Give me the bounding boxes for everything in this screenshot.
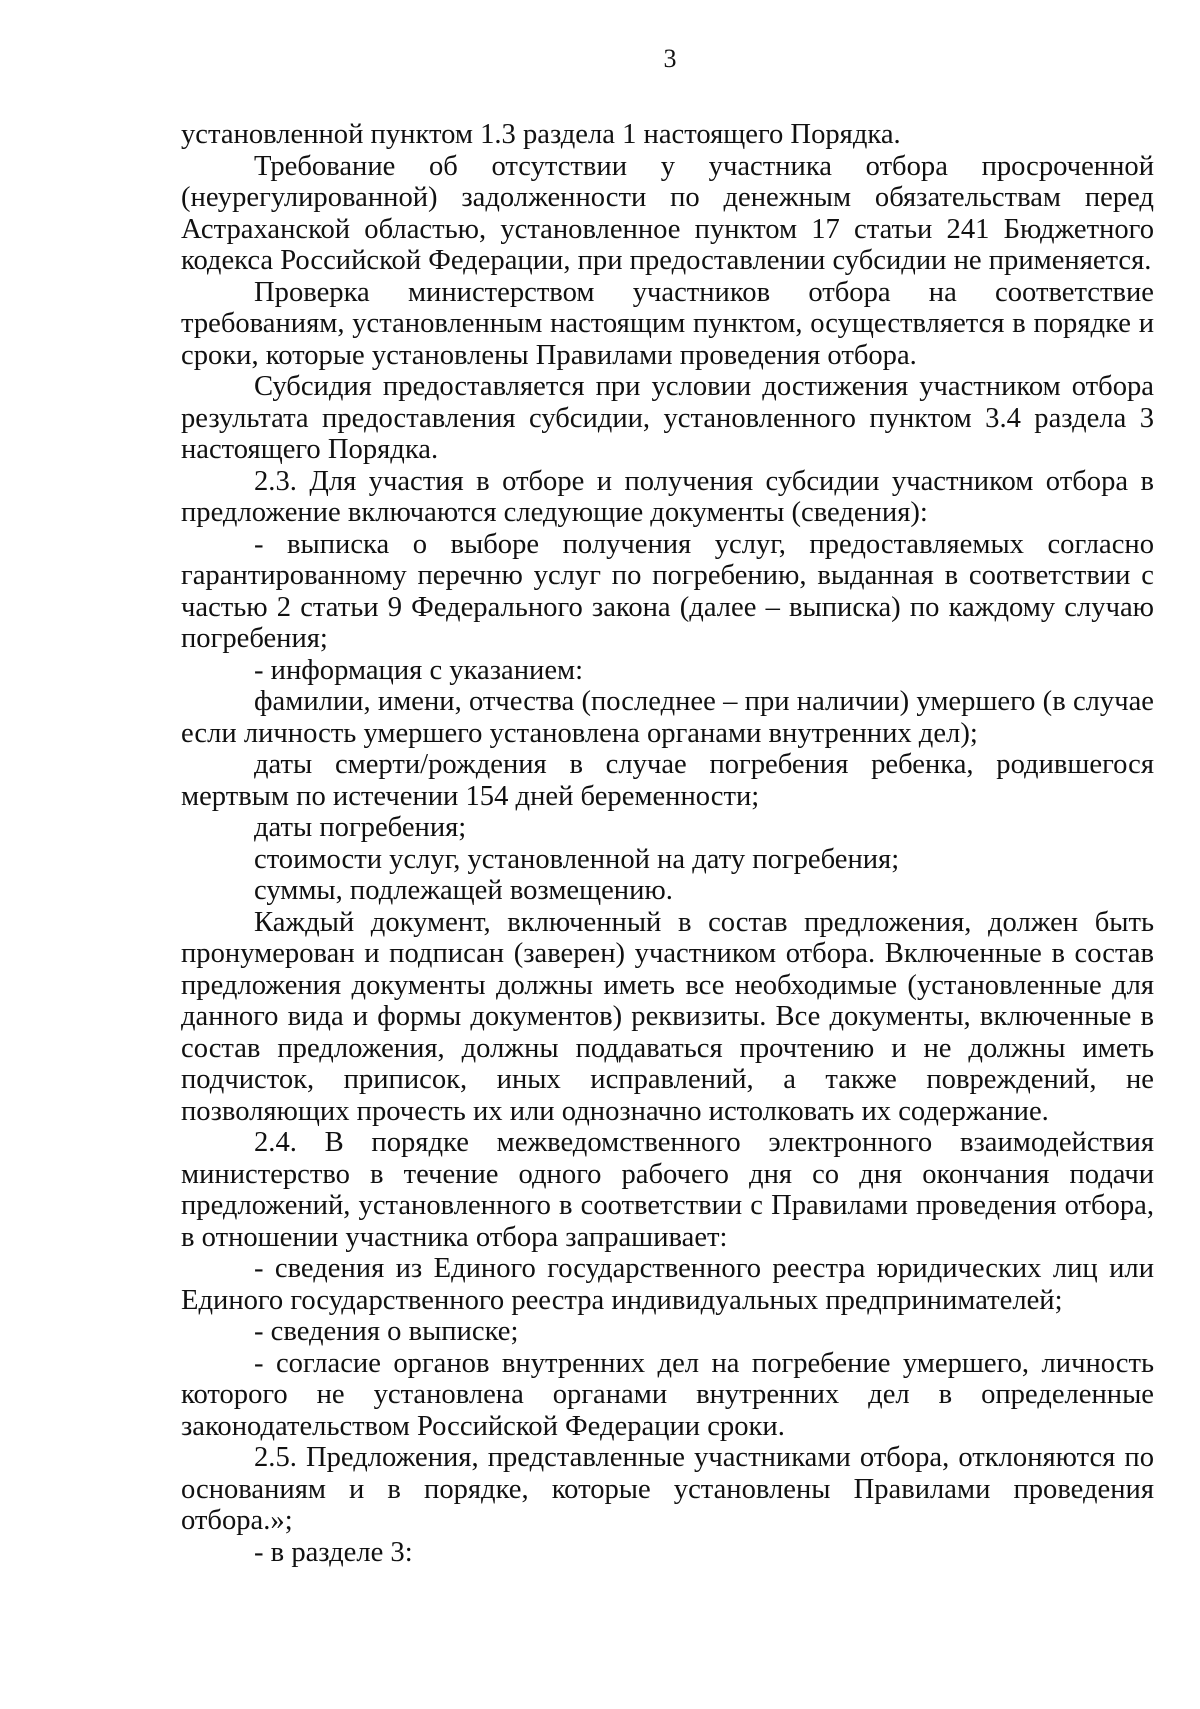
list-item-full-name: фамилии, имени, отчества (последнее – при наличии) умершего (в случае если личность умершего установлена органами внутренних дел); <box>181 686 1154 749</box>
paragraph-2-3: 2.3. Для участия в отборе и получения субсидии участником отбора в предложение включаются следующие документы (сведения): <box>181 465 1154 528</box>
paragraph-2-4: 2.4. В порядке межведомственного электронного взаимодействия министерство в течение одного рабочего дня со дня окончания подачи предложений, установленного в соответствии с Правилами проведения отбора, в отношении участника отбора запрашивает: <box>181 1127 1154 1253</box>
document-body <box>181 119 1154 1568</box>
list-item-reimbursement-amount: суммы, подлежащей возмещению. <box>254 875 673 906</box>
paragraph-continuation: установленной пунктом 1.3 раздела 1 настоящего Порядка. <box>181 119 901 150</box>
paragraph-debt-requirement: Требование об отсутствии у участника отбора просроченной (неурегулированной) задолженности по денежным обязательствам перед Астраханской областью, установленное пунктом 17 статьи 241 Бюджетного кодекса Российской Федерации, при предоставлении субсидии не применяется. <box>181 150 1154 276</box>
list-item-dates-of-death-birth: даты смерти/рождения в случае погребения ребенка, родившегося мертвым по истечении 154 дней беременности; <box>181 749 1154 812</box>
page-number: 3 <box>663 44 677 73</box>
list-item-registry-info: - сведения из Единого государственного реестра юридических лиц или Единого государственного реестра индивидуальных предпринимателей; <box>181 1253 1154 1316</box>
paragraph-2-5: 2.5. Предложения, представленные участниками отбора, отклоняются по основаниям и в порядке, которые установлены Правилами проведения отбора.»; <box>181 1442 1154 1536</box>
paragraph-documents-requirements: Каждый документ, включенный в состав предложения, должен быть пронумерован и подписан (заверен) участником отбора. Включенные в состав предложения документы должны иметь все необходимые (установленные для данного вида и формы документов) реквизиты. Все документы, включенные в состав предложения, должны поддаваться прочтению и не должны иметь подчисток, приписок, иных исправлений, а также повреждений, не позволяющих прочесть их или однозначно истолковать их содержание. <box>181 906 1154 1127</box>
paragraph-verification: Проверка министерством участников отбора на соответствие требованиям, установленным настоящим пунктом, осуществляется в порядке и сроки, которые установлены Правилами проведения отбора. <box>181 276 1154 371</box>
list-item-burial-date: даты погребения; <box>254 812 467 843</box>
list-item-extract-info: - сведения о выписке; <box>254 1316 519 1347</box>
list-item-information: - информация с указанием: <box>254 654 584 686</box>
list-item-section-3: - в разделе 3: <box>254 1536 413 1568</box>
paragraph-subsidy-condition: Субсидия предоставляется при условии достижения участником отбора результата предоставления субсидии, установленного пунктом 3.4 раздела 3 настоящего Порядка. <box>181 371 1154 465</box>
list-item-police-consent: - согласие органов внутренних дел на погребение умершего, личность которого не установлена органами внутренних дел в определенные законодательством Российской Федерации сроки. <box>181 1347 1154 1442</box>
list-item-service-cost: стоимости услуг, установленной на дату погребения; <box>254 843 900 875</box>
list-item-extract: - выписка о выборе получения услуг, предоставляемых согласно гарантированному перечню услуг по погребению, выданная в соответствии с частью 2 статьи 9 Федерального закона (далее – выписка) по каждому случаю погребения; <box>181 528 1154 654</box>
